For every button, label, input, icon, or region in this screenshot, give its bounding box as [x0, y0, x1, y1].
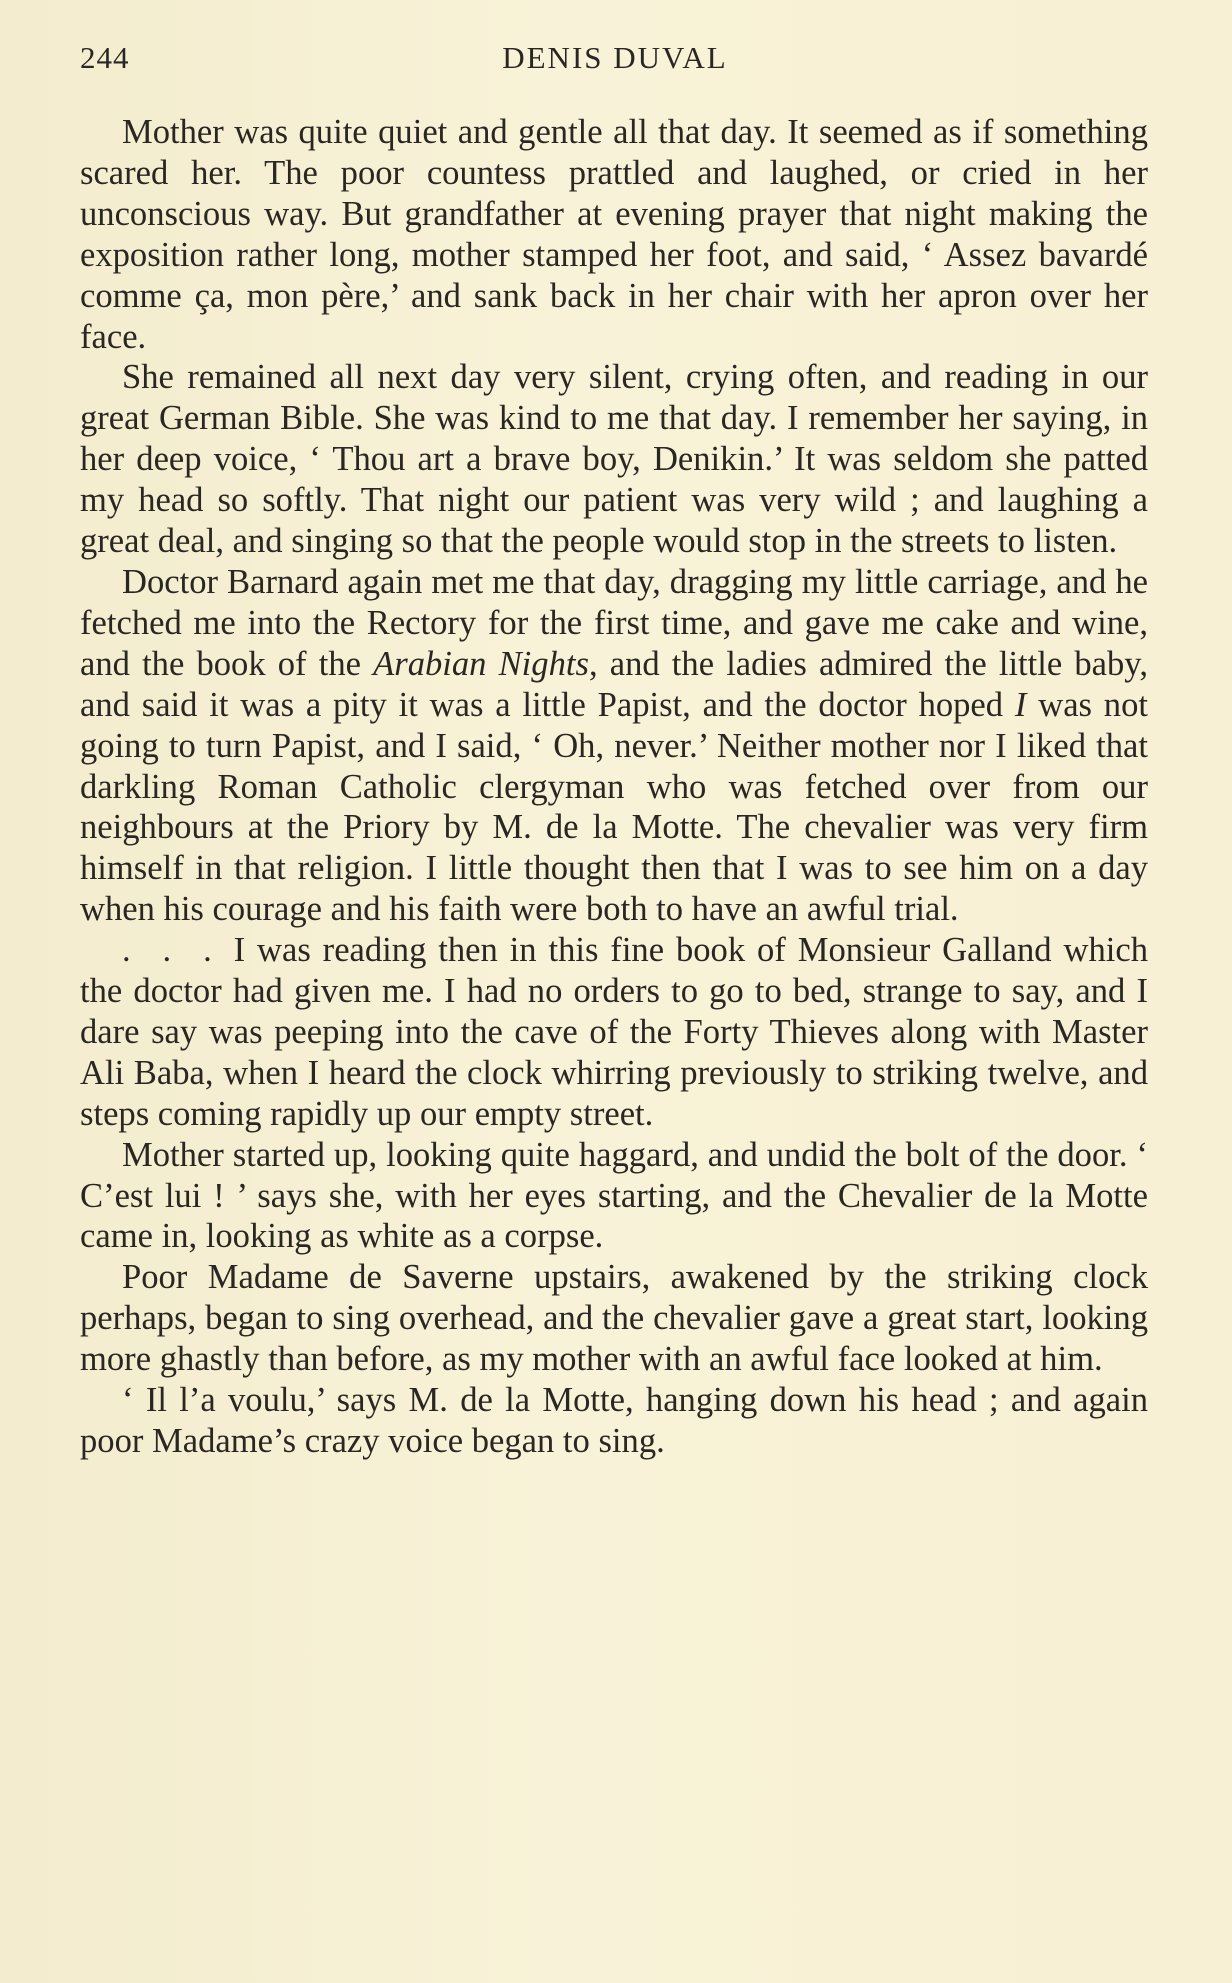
paragraph-5: Mother started up, looking quite haggard, and undid the bolt of the door. ‘ C’est lui ! ’ says she, with her eyes starting, and the Chevalier de la Motte came in, looking as white as a corpse. [80, 1135, 1148, 1256]
page-number: 244 [80, 40, 130, 75]
emphasis-i: I [1014, 685, 1027, 724]
book-title-arabian-nights: Arabian Nights [373, 644, 589, 683]
paragraph-3-text-b: , and the ladies admired the little baby, and said it was a pity it was a little Papist, and the doctor hoped [80, 644, 1148, 724]
paragraph-2: She remained all next day very silent, crying often, and reading in our great German Bible. She was kind to me that day. I remember her saying, in her deep voice, ‘ Thou art a brave boy, Denikin.’ It was seldom she patted my head so softly. That night our patient was very wild ; and laughing a great deal, and singing so that the people would stop in the streets to listen. [80, 358, 1148, 561]
running-title: DENIS DUVAL [502, 40, 728, 75]
body-text [80, 112, 1148, 1462]
paragraph-1: Mother was quite quiet and gentle all that day. It seemed as if something scared her. The poor countess prattled and laughed, or cried in her unconscious way. But grandfather at evening prayer that night making the exposition rather long, mother stamped her foot, and said, ‘ Assez bavardé comme ça, mon père,’ and sank back in her chair with her apron over her face. [80, 113, 1148, 356]
paragraph-7: ‘ Il l’a voulu,’ says M. de la Motte, hanging down his head ; and again poor Madame’s crazy voice began to sing. [80, 1381, 1148, 1460]
paragraph-4 [80, 930, 1148, 1135]
paragraph-4-text: I was reading then in this fine book of Monsieur Galland which the doctor had given me. I had no orders to go to bed, strange to say, and I dare say was peeping into the cave of the Forty Thieves along with Master Ali Baba, when I heard the clock whirring previously to striking twelve, and steps coming rapidly up our empty street. [80, 931, 1148, 1133]
paragraph-3 [80, 562, 1148, 930]
page-header [80, 40, 1150, 80]
paragraph-3-text-a: Doctor Barnard again met me that day, dragging my little carriage, and he fetched me into the Rectory for the first time, and gave me cake and wine, and the book of the [80, 562, 1148, 683]
ellipsis: . . . [122, 931, 222, 970]
paragraph-6: Poor Madame de Saverne upstairs, awakened by the striking clock perhaps, began to sing overhead, and the chevalier gave a great start, looking more ghastly than before, as my mother with an awful face looked at him. [80, 1258, 1148, 1379]
paragraph-3-text-c: was not going to turn Papist, and I said, ‘ Oh, never.’ Neither mother nor I liked that darkling Roman Catholic clergyman who was fetched over from our neighbours at the Priory by M. de la Motte. The chevalier was very firm himself in that religion. I little thought then that I was to see him on a day when his courage and his faith were both to have an awful trial. [80, 685, 1148, 929]
